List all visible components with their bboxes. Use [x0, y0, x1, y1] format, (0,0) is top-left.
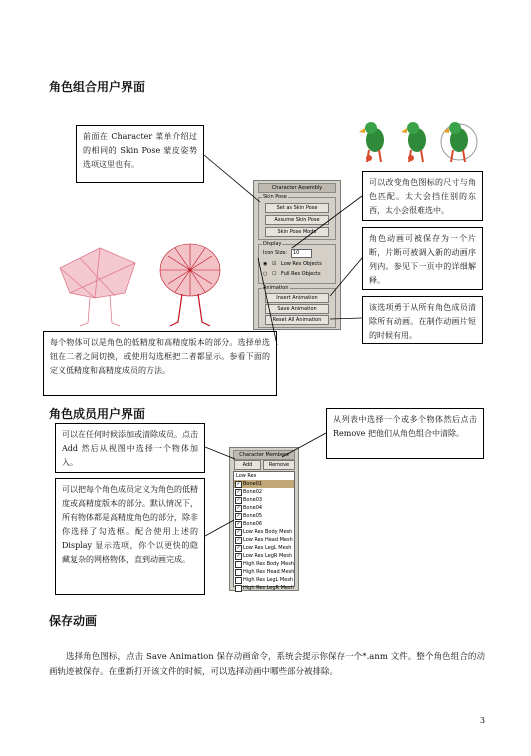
member-list-header: Low Res: [236, 473, 257, 479]
member-label: High Res Head Mesh: [243, 569, 295, 575]
member-label: Bone02: [243, 489, 263, 495]
member-label: Low Res Head Mesh: [243, 537, 293, 543]
add-member-button[interactable]: Add: [234, 460, 261, 470]
display-group-label: Display: [263, 241, 282, 247]
member-checkbox[interactable]: ✓: [236, 553, 241, 559]
animation-group-label: Animation: [263, 285, 289, 291]
icon-size-field[interactable]: 10: [291, 249, 312, 258]
member-label: Low Res LegR Mesh: [243, 553, 293, 559]
remove-member-button[interactable]: Remove: [263, 460, 295, 470]
member-checkbox[interactable]: ✓: [236, 489, 241, 495]
members-rollout-header[interactable]: Character Members: [233, 450, 295, 460]
member-checkbox[interactable]: ✓: [236, 481, 241, 487]
low-res-checkbox[interactable]: ☑: [272, 261, 277, 267]
member-label: Bone06: [243, 521, 263, 527]
member-checkbox[interactable]: ✓: [236, 505, 241, 511]
member-label: Low Res Body Mesh: [243, 529, 293, 535]
member-checkbox[interactable]: ✓: [236, 497, 241, 503]
skin-pose-group-label: Skin Pose: [263, 194, 287, 200]
page-number: 3: [480, 716, 486, 725]
callout-remove: 从列表中选择一个或多个物体然后点击 Remove 把他们从角色组合中清除。: [326, 408, 484, 459]
skin-pose-mode-button[interactable]: Skin Pose Mode: [265, 227, 329, 237]
callout-reset-animation: 该选项勇于从所有角色成员清除所有动画。在制作动画片短的时候有用。: [362, 296, 483, 344]
assembly-rollout-header[interactable]: Character Assembly: [258, 183, 336, 193]
callout-add: 可以在任何时候添加或清除成员。点击 Add 然后从视图中选择一个物体加入。: [55, 423, 205, 473]
callout-skin-pose: 前面在 Character 菜单介绍过的相同的 Skin Pose 蒙皮姿势选项这里也有。: [76, 125, 204, 183]
insert-animation-button[interactable]: Insert Animation: [265, 293, 329, 303]
save-animation-button[interactable]: Save Animation: [265, 304, 329, 314]
member-label: High Res Body Mesh: [243, 561, 294, 567]
full-res-checkbox[interactable]: ☐: [272, 271, 277, 277]
callout-low-high-res: 每个物体可以是角色的低精度和高精度版本的部分。选择单选钮在二者之间切换，或使用勾选框把二者都显示。参看下面的定义低精度和高精度成员的方法。: [43, 331, 277, 396]
member-label: Bone04: [243, 505, 263, 511]
member-label: Low Res LegL Mesh: [243, 545, 292, 551]
section-title-members: 角色成员用户界面: [49, 407, 146, 421]
callout-define-res: 可以把每个角色成员定义为角色的低精度或高精度版本的部分。默认情况下，所有物体都是高精度角色的部分，除非你选择了勾选框。配合使用上述的 Display 显示选项，你个以更快的隐藏复杂的网格物体，直到动画完成。: [55, 478, 205, 595]
full-res-radio[interactable]: ○: [263, 271, 268, 277]
member-label: Bone03: [243, 497, 263, 503]
section-title-save-animation: 保存动画: [49, 614, 98, 628]
member-checkbox[interactable]: ✓: [236, 545, 241, 551]
member-checkbox[interactable]: ✓: [236, 513, 241, 519]
low-res-label: Low Res Objects: [281, 261, 322, 267]
low-res-radio[interactable]: ◉: [263, 261, 268, 267]
reset-all-animation-button[interactable]: Reset All Animation: [265, 315, 329, 325]
member-label: Bone05: [243, 513, 263, 519]
member-checkbox[interactable]: ✓: [236, 537, 241, 543]
member-label: High Res LegL Mesh: [243, 577, 294, 583]
member-label: Bone01: [243, 481, 263, 487]
assume-skin-pose-button[interactable]: Assume Skin Pose: [265, 215, 329, 225]
member-checkbox[interactable]: ✓: [236, 521, 241, 527]
section-title-assembly: 角色组合用户界面: [49, 80, 146, 94]
icon-size-label: Icon Size:: [263, 250, 287, 256]
callout-icon-size: 可以改变角色图标的尺寸与角色匹配。太大会挡住别的东西，太小会很难选中。: [362, 171, 483, 221]
full-res-label: Full Res Objects: [281, 271, 321, 277]
callout-animation-save: 角色动画可被保存为一个片断，片断可被调入新的动画序列内。参见下一页中的详细解释。: [362, 227, 483, 290]
set-as-skin-pose-button[interactable]: Set as Skin Pose: [265, 203, 329, 213]
save-animation-paragraph: 选择角色图标，点击 Save Animation 保存动画命令，系统会提示你保存一个*.anm 文件。整个角色组合的动画轨迹被保存。在重新打开该文件的时候，可以选择动画中哪些部分被排除。: [49, 652, 485, 677]
member-checkbox[interactable]: ✓: [236, 529, 241, 535]
member-label: High Res LegR Mesh: [243, 585, 294, 591]
